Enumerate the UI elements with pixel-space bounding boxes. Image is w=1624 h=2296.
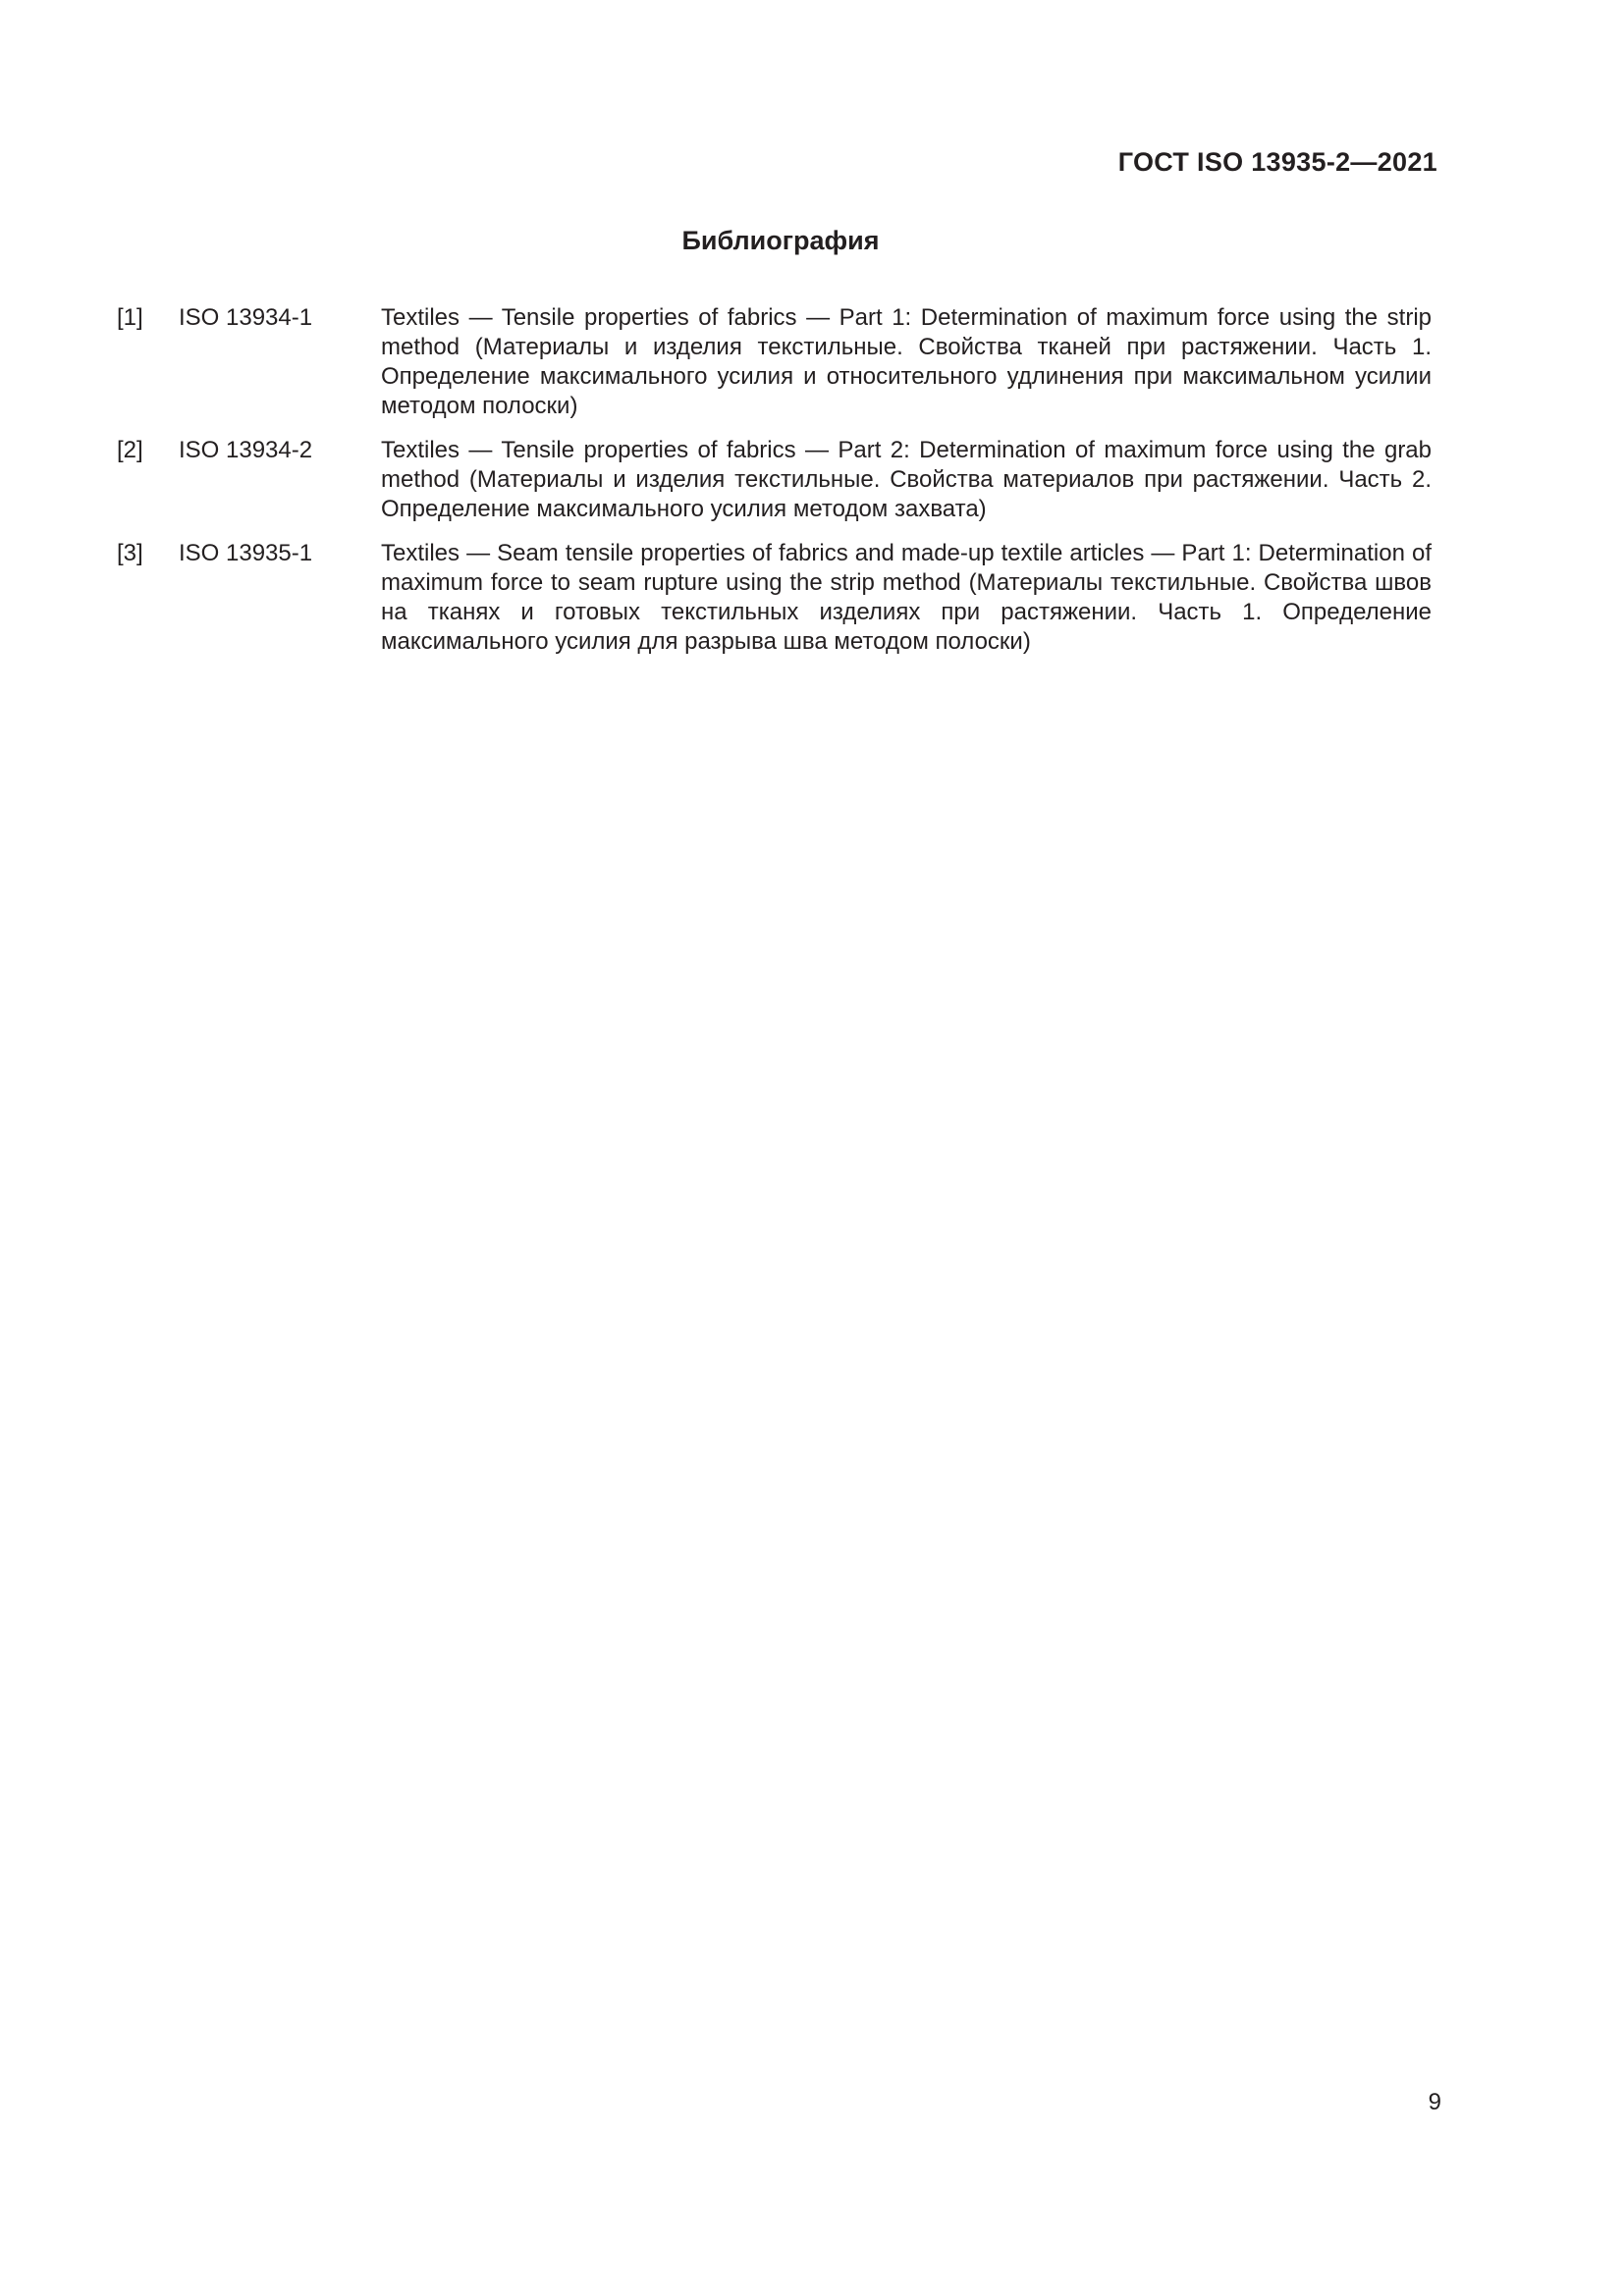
- reference-description: Textiles — Tensile properties of fabrics — Part 2: Determination of maximum force using the grab method (Материалы и изделия текстильные. Свойства материалов при растяжении. Часть 2. Определение максимального усилия методом захвата): [381, 437, 1432, 522]
- bibliography-entry: [117, 539, 1432, 657]
- reference-standard-code: ISO 13934-2: [179, 437, 313, 463]
- bibliography-entry: [117, 303, 1432, 421]
- bibliography-entry: [117, 436, 1432, 524]
- document-header-id: ГОСТ ISO 13935-2—2021: [1117, 147, 1437, 177]
- page-number: 9: [1428, 2089, 1441, 2115]
- reference-standard-code: ISO 13934-1: [179, 304, 313, 331]
- bibliography-list: [117, 303, 1432, 671]
- reference-standard-code: ISO 13935-1: [179, 540, 313, 566]
- reference-description: Textiles — Tensile properties of fabrics — Part 1: Determination of maximum force using the strip method (Материалы и изделия текстильные. Свойства тканей при растяжении. Часть 1. Определение максимального усилия и относительного удлинения при максимальном усилии методом полоски): [381, 304, 1432, 419]
- section-title: Библиография: [681, 226, 880, 255]
- reference-number: [2]: [117, 437, 143, 463]
- reference-description: Textiles — Seam tensile properties of fabrics and made-up textile articles — Part 1: Determination of maximum force to seam rupture using the strip method (Материалы текстильные. Свойства швов на тканях и готовых текстильных изделиях при растяжении. Часть 1. Определение максимального усилия для разрыва шва методом полоски): [381, 540, 1432, 655]
- reference-number: [1]: [117, 304, 143, 331]
- reference-number: [3]: [117, 540, 143, 566]
